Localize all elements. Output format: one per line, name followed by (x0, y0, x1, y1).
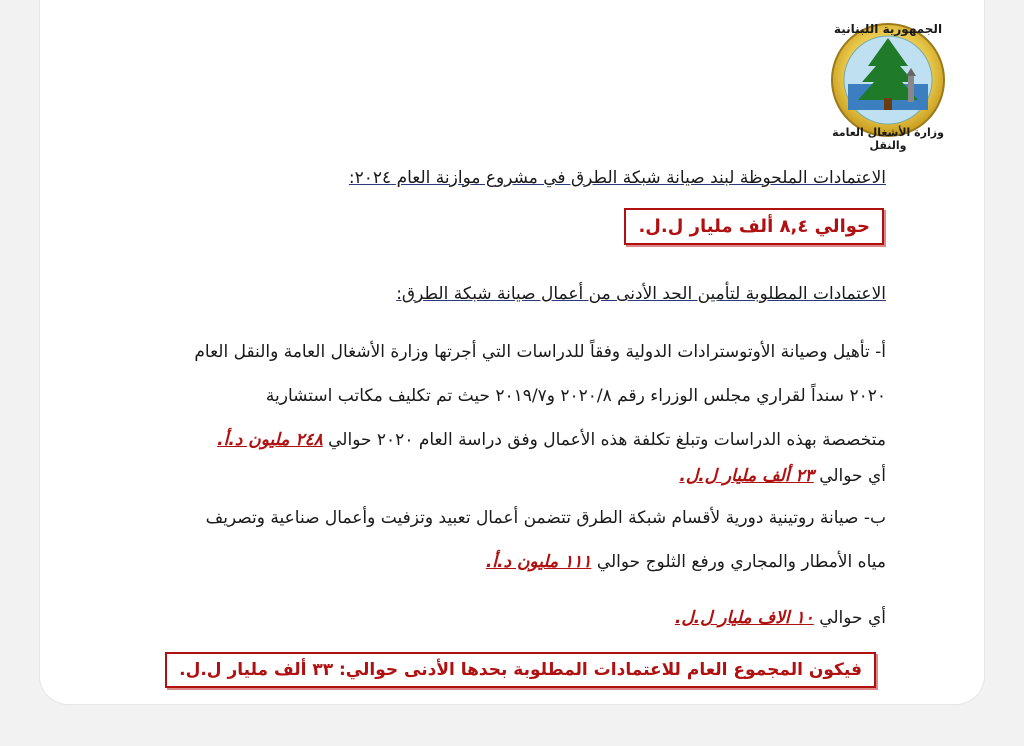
logo-bottom-text: وزارة الأشغال العامة والنقل (832, 126, 944, 152)
item-b-cost-lbp: ١٠ الاف مليار ل.ل. (674, 608, 814, 628)
total-allocation-box: فيكون المجموع العام للاعتمادات المطلوبة بحدها الأدنى حوالي: ٣٣ ألف مليار ل.ل. (165, 652, 876, 688)
item-a-line-4 (679, 466, 886, 486)
item-b-line-3 (675, 608, 886, 628)
allocation-amount-box: حوالي ٨,٤ ألف مليار ل.ل. (624, 208, 884, 245)
section-heading-required-allocations: الاعتمادات المطلوبة لتأمين الحد الأدنى من أعمال صيانة شبكة الطرق: (396, 284, 886, 304)
item-b-line-3-text: أي حوالي (819, 608, 886, 628)
item-a-line-3 (217, 430, 886, 450)
item-b-line-2 (486, 552, 886, 572)
logo-top-text: الجمهورية اللبنانية (833, 22, 943, 36)
item-b-line-2-text: مياه الأمطار والمجاري ورفع الثلوج حوالي (596, 552, 886, 572)
item-a-cost-lbp: ٢٣ ألف مليار ل.ل. (679, 466, 814, 486)
document-card (40, 0, 984, 704)
item-a-line-2: ٢٠٢٠ سنداً لقراري مجلس الوزراء رقم ٢٠٢٠/٨ و٢٠١٩/٧ حيث تم تكليف مكاتب استشارية (265, 386, 886, 406)
item-b-cost-usd: ١١١ مليون د.أ. (485, 552, 592, 572)
item-a-line-3-text: متخصصة بهذه الدراسات وتبلغ تكلفة هذه الأعمال وفق دراسة العام ٢٠٢٠ حوالي (328, 430, 886, 450)
item-a-line-1: أ- تأهيل وصيانة الأوتوسترادات الدولية وفقاً للدراسات التي أجرتها وزارة الأشغال العامة والنقل العام (194, 342, 886, 362)
item-a-line-4-text: أي حوالي (819, 466, 886, 486)
ministry-logo (824, 20, 952, 152)
document-page (40, 0, 984, 704)
item-b-line-1: ب- صيانة روتينية دورية لأقسام شبكة الطرق تتضمن أعمال تعبيد وتزفيت وأعمال صناعية وتصريف (205, 508, 886, 528)
item-a-cost-usd: ٢٤٨ مليون د.أ. (217, 430, 323, 450)
section-heading-allocations-2024: الاعتمادات الملحوظة لبند صيانة شبكة الطرق في مشروع موازنة العام ٢٠٢٤: (348, 168, 886, 188)
